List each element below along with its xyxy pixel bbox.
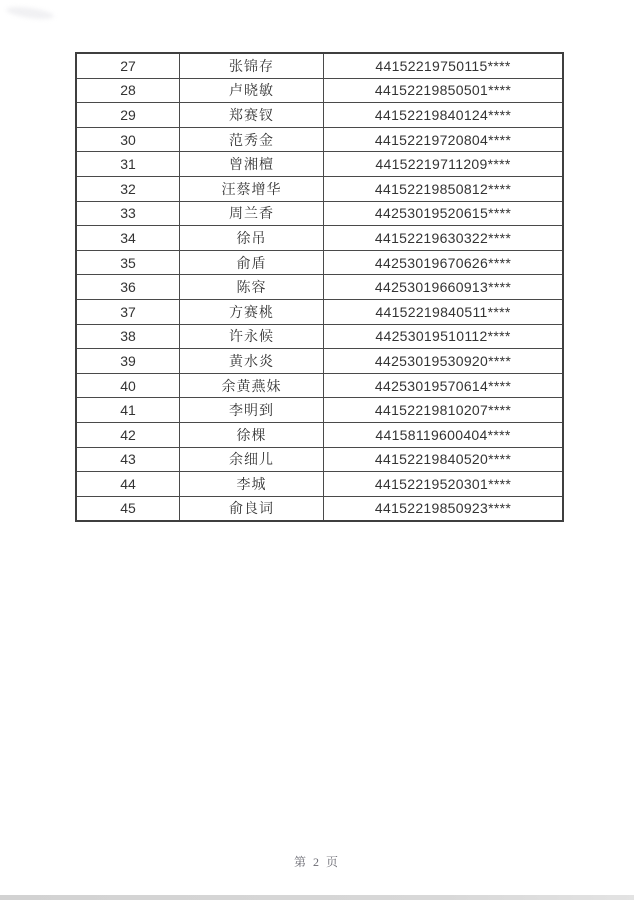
table-row	[76, 226, 563, 251]
cell-name: 卢晓敏	[180, 78, 324, 103]
cell-no: 31	[76, 152, 180, 177]
cell-name: 余黄燕妹	[180, 373, 324, 398]
cell-no: 32	[76, 176, 180, 201]
cell-name: 徐吊	[180, 226, 324, 251]
table-row	[76, 53, 563, 78]
cell-id: 44152219711209****	[324, 152, 564, 177]
cell-id: 44152219750115****	[324, 53, 564, 78]
table-row	[76, 127, 563, 152]
cell-no: 44	[76, 472, 180, 497]
cell-id: 44152219720804****	[324, 127, 564, 152]
cell-name: 黄水炎	[180, 349, 324, 374]
cell-no: 34	[76, 226, 180, 251]
table-row	[76, 299, 563, 324]
cell-id: 44152219840124****	[324, 103, 564, 128]
cell-no: 30	[76, 127, 180, 152]
cell-no: 43	[76, 447, 180, 472]
cell-no: 28	[76, 78, 180, 103]
cell-no: 45	[76, 496, 180, 521]
table-row	[76, 250, 563, 275]
table-row	[76, 103, 563, 128]
table-row	[76, 201, 563, 226]
cell-name: 曾湘檀	[180, 152, 324, 177]
cell-name: 周兰香	[180, 201, 324, 226]
cell-no: 40	[76, 373, 180, 398]
cell-no: 33	[76, 201, 180, 226]
table-row	[76, 78, 563, 103]
cell-id: 44152219520301****	[324, 472, 564, 497]
table-row	[76, 496, 563, 521]
table-row	[76, 472, 563, 497]
table-row	[76, 398, 563, 423]
cell-name: 李城	[180, 472, 324, 497]
cell-id: 44152219840511****	[324, 299, 564, 324]
cell-id: 44253019670626****	[324, 250, 564, 275]
cell-id: 44253019510112****	[324, 324, 564, 349]
table-row	[76, 275, 563, 300]
cell-id: 44152219840520****	[324, 447, 564, 472]
cell-name: 范秀金	[180, 127, 324, 152]
cell-id: 44152219850923****	[324, 496, 564, 521]
page-number-footer: 第 2 页	[293, 855, 340, 869]
cell-name: 徐棵	[180, 422, 324, 447]
cell-name: 陈容	[180, 275, 324, 300]
cell-name: 余细儿	[180, 447, 324, 472]
cell-no: 27	[76, 53, 180, 78]
cell-id: 44152219630322****	[324, 226, 564, 251]
table-row	[76, 447, 563, 472]
cell-name: 郑赛钗	[180, 103, 324, 128]
cell-id: 44253019530920****	[324, 349, 564, 374]
table-row	[76, 324, 563, 349]
cell-name: 俞良词	[180, 496, 324, 521]
scan-artifact	[6, 5, 55, 22]
cell-id: 44253019520615****	[324, 201, 564, 226]
table-row	[76, 373, 563, 398]
cell-id: 44158119600404****	[324, 422, 564, 447]
table-row	[76, 422, 563, 447]
roster-table	[75, 52, 564, 522]
cell-no: 35	[76, 250, 180, 275]
cell-name: 俞盾	[180, 250, 324, 275]
cell-name: 张锦存	[180, 53, 324, 78]
cell-id: 44253019660913****	[324, 275, 564, 300]
cell-id: 44152219850501****	[324, 78, 564, 103]
cell-no: 37	[76, 299, 180, 324]
roster-table-body	[76, 53, 563, 521]
cell-no: 36	[76, 275, 180, 300]
table-row	[76, 152, 563, 177]
cell-no: 38	[76, 324, 180, 349]
cell-id: 44253019570614****	[324, 373, 564, 398]
cell-no: 39	[76, 349, 180, 374]
cell-no: 42	[76, 422, 180, 447]
cell-no: 29	[76, 103, 180, 128]
cell-name: 许永候	[180, 324, 324, 349]
cell-name: 方赛桃	[180, 299, 324, 324]
cell-name: 汪蔡增华	[180, 176, 324, 201]
cell-name: 李明到	[180, 398, 324, 423]
table-row	[76, 176, 563, 201]
cell-no: 41	[76, 398, 180, 423]
cell-id: 44152219810207****	[324, 398, 564, 423]
table-row	[76, 349, 563, 374]
scan-edge-strip	[0, 895, 634, 900]
cell-id: 44152219850812****	[324, 176, 564, 201]
